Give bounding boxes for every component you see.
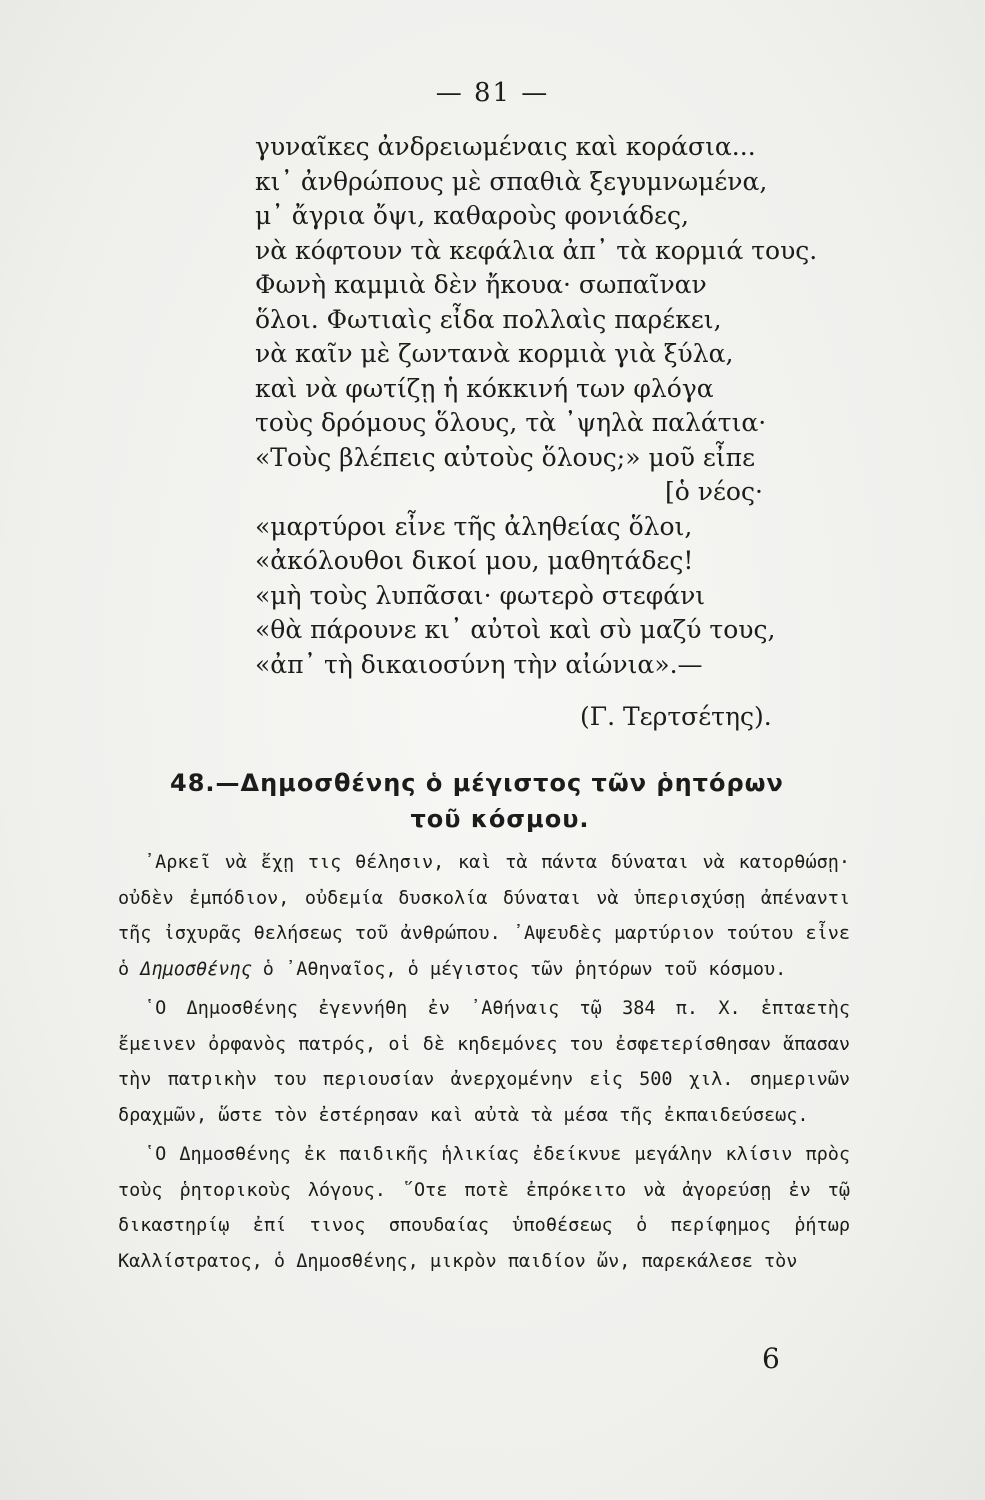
poem-line: Φωνὴ καμμιὰ δὲν ἤκουα· σωπαῖναν: [255, 270, 707, 299]
paragraph: [118, 845, 850, 987]
body-text: [118, 845, 850, 1283]
paragraph: ῾Ο Δημοσθένης ἐκ παιδικῆς ἡλικίας ἐδείκνυε μεγάλην κλίσιν πρὸς τοὺς ῥητορικοὺς λόγους. ῞Οτε ποτὲ ἐπρόκειτο νὰ ἀγορεύσῃ ἐν τῷ δικαστηρίῳ ἐπί τινος σπουδαίας ὑποθέσεως ὁ περίφημος ῥήτωρ Καλλίστρατος, ὁ Δημοσθένης, μικρὸν παιδίον ὤν, παρεκάλεσε τὸν: [118, 1144, 850, 1272]
section-heading-line2: τοῦ κόσμου.: [410, 805, 590, 833]
page-number: — 81 —: [435, 78, 550, 108]
paragraph-text: ᾿Αρκεῖ νὰ ἔχῃ τις θέλησιν, καὶ τὰ πάντα δύναται νὰ κατορθώσῃ· οὐδὲν ἐμπόδιον, οὐδεμία δυσκολία δύναται νὰ ὑπερισχύσῃ ἀπέναντι τῆς ἰσχυρᾶς θελήσεως τοῦ ἀνθρώπου. ᾿Αψευδὲς μαρτύριον τούτου εἶνε ὁ: [118, 852, 850, 980]
poem: [255, 130, 818, 682]
poem-line: «Τοὺς βλέπεις αὐτοὺς ὅλους;» μοῦ εἶπε: [255, 442, 756, 472]
section-heading-line1: 48.—Δημοσθένης ὁ μέγιστος τῶν ῥητόρων: [170, 769, 784, 797]
poem-line: ὅλοι. Φωτιαὶς εἶδα πολλαὶς παρέκει,: [255, 304, 722, 334]
paragraph: ῾Ο Δημοσθένης ἐγεννήθη ἐν ᾿Αθήναις τῷ 384 π. Χ. ἑπταετὴς ἔμεινεν ὀρφανὸς πατρός, οἱ δὲ κηδεμόνες του ἐσφετερίσθησαν ἅπασαν τὴν πατρικὴν του περιουσίαν ἀνερχομένην εἰς 500 χιλ. σημερινῶν δραχμῶν, ὥστε τὸν ἐστέρησαν καὶ αὐτὰ τὰ μέσα τῆς ἐκπαιδεύσεως.: [118, 998, 850, 1126]
poem-line: «μαρτύροι εἶνε τῆς ἀληθείας ὅλοι,: [255, 511, 693, 541]
poem-line: νὰ κόφτουν τὰ κεφάλια ἀπ᾿ τὰ κορμιά τους.: [255, 235, 818, 265]
signature-mark: 6: [762, 1342, 780, 1375]
poem-line: «ἀπ᾿ τὴ δικαιοσύνη τὴν αἰώνια».—: [255, 649, 703, 679]
poem-line: νὰ καῖν μὲ ζωντανὰ κορμιὰ γιὰ ξύλα,: [255, 339, 734, 368]
poem-line: «μὴ τοὺς λυπᾶσαι· φωτερὸ στεφάνι: [255, 580, 706, 610]
poem-line: μ᾿ ἄγρια ὄψι, καθαροὺς φονιάδες,: [255, 201, 689, 230]
poem-line-continuation: [ὁ νέος·: [665, 477, 763, 506]
section-heading: [170, 765, 850, 837]
poem-line: «ἀκόλουθοι δικοί μου, μαθητάδες!: [255, 546, 694, 575]
poem-line: κι᾿ ἀνθρώπους μὲ σπαθιὰ ξεγυμνωμένα,: [255, 166, 768, 196]
poem-line: τοὺς δρόμους ὅλους, τὰ ᾿ψηλὰ παλάτια·: [255, 408, 767, 437]
person-name: Δημοσθένης: [140, 958, 252, 980]
poem-line: καὶ νὰ φωτίζῃ ἡ κόκκινή των φλόγα: [255, 373, 714, 403]
poem-line: γυναῖκες ἀνδρειωμέναις καὶ κοράσια...: [255, 132, 756, 161]
poem-attribution: (Γ. Τερτσέτης).: [580, 702, 772, 731]
poem-line: «θὰ πάρουνε κι᾿ αὐτοὶ καὶ σὺ μαζύ τους,: [255, 615, 776, 644]
paragraph-text: ὁ ᾿Αθηναῖος, ὁ μέγιστος τῶν ῥητόρων τοῦ κόσμου.: [251, 958, 787, 980]
